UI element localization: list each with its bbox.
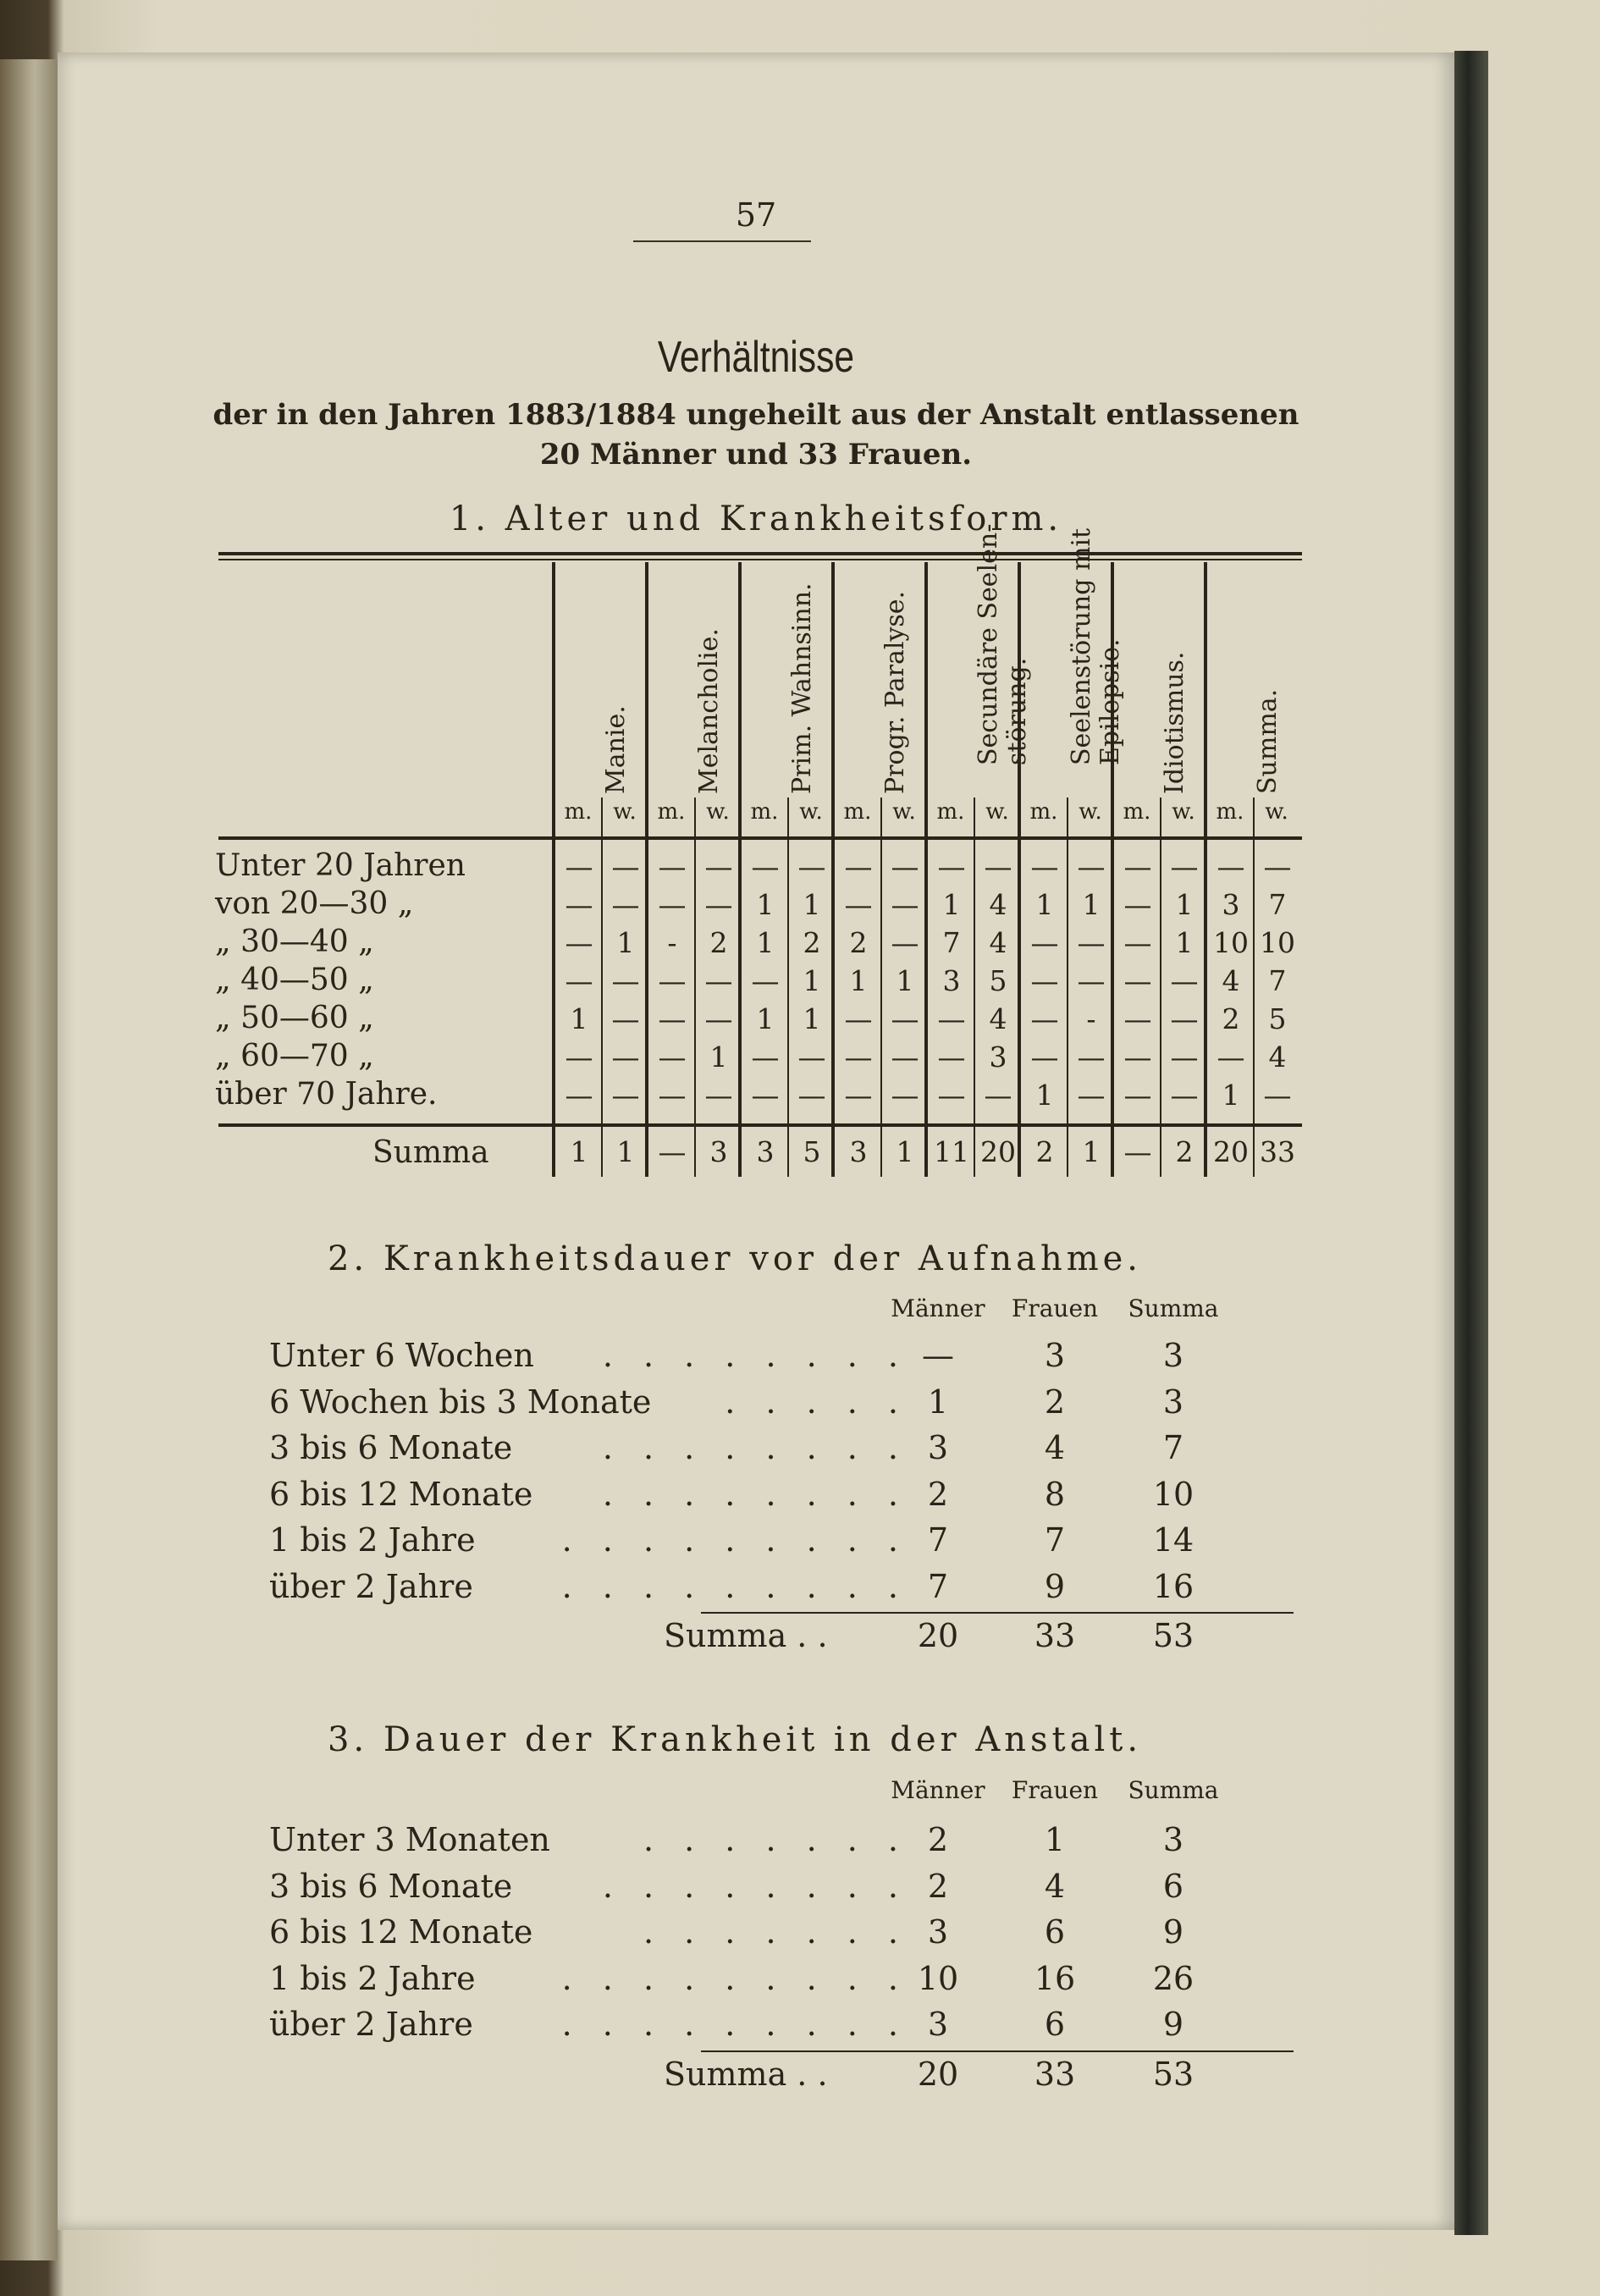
- column-header: [1230, 569, 1283, 823]
- total-cell: 1: [896, 1135, 914, 1168]
- table-cell: —: [658, 1079, 687, 1112]
- total-cell: 33: [1260, 1135, 1295, 1168]
- table-cell: —: [937, 850, 966, 883]
- subtotal-rule: [701, 2050, 1294, 2052]
- row-value: 9: [1162, 1913, 1184, 1951]
- table-cell: —: [1077, 964, 1106, 997]
- total-label: Summa: [372, 1135, 489, 1170]
- column-header: [1044, 527, 1125, 823]
- table-cell: 7: [1268, 964, 1287, 997]
- row-value: 3: [1162, 1337, 1184, 1374]
- subhead-w: w.: [1265, 799, 1288, 825]
- row-leader-dots: . . . . .: [725, 1383, 908, 1421]
- total-value: 20: [917, 1617, 959, 1654]
- table-cell: —: [658, 850, 687, 883]
- subhead-m: m.: [1216, 799, 1244, 825]
- total-cell: —: [1123, 1135, 1152, 1168]
- total-top-rule: [218, 1123, 1302, 1127]
- row-value: 2: [927, 1867, 949, 1905]
- table-cell: —: [891, 1002, 919, 1035]
- table-cell: —: [1030, 850, 1059, 883]
- table-cell: —: [611, 1079, 640, 1112]
- table-cell: —: [658, 1040, 687, 1073]
- table-cell: 1: [570, 1002, 588, 1035]
- table-cell: —: [1077, 1079, 1106, 1112]
- table-cell: —: [984, 850, 1012, 883]
- subhead-w: w.: [1172, 799, 1195, 825]
- table-cell: —: [565, 850, 593, 883]
- table-cell: —: [1170, 964, 1199, 997]
- table-cell: 1: [1175, 926, 1194, 959]
- row-value: 6: [1044, 1913, 1066, 1951]
- table-cell: 10: [1213, 926, 1249, 959]
- table-top-rule: [218, 552, 1302, 555]
- table-cell: —: [797, 850, 826, 883]
- column-header: [951, 523, 1032, 823]
- subtitle-line-1: der in den Jahren 1883/1884 ungeheilt aus der Anstalt entlassenen: [212, 398, 1299, 432]
- list-row: [58, 2006, 1243, 2050]
- table-cell: —: [1263, 850, 1292, 883]
- row-value: 4: [1044, 1429, 1066, 1466]
- list-row: [58, 1868, 1243, 1912]
- column-header-label: Melancholie.: [694, 628, 724, 794]
- table-cell: —: [937, 1040, 966, 1073]
- column-header: Männer: [891, 1294, 985, 1322]
- list-row: [58, 1521, 1243, 1565]
- table-cell: 7: [942, 926, 961, 959]
- table-cell: —: [891, 1079, 919, 1112]
- table-cell: —: [704, 850, 733, 883]
- table-cell: —: [611, 850, 640, 883]
- subhead-m: m.: [564, 799, 593, 825]
- subhead-w: w.: [613, 799, 637, 825]
- list-row: [58, 1476, 1243, 1520]
- column-header-label: Secundäre Seelen- störung.: [974, 523, 1032, 765]
- row-value: 3: [1044, 1337, 1066, 1374]
- table-cell: 10: [1260, 926, 1295, 959]
- table-cell: —: [611, 964, 640, 997]
- column-header-label: Summa.: [1253, 688, 1283, 794]
- column-header-label: Idiotismus.: [1160, 651, 1189, 794]
- subcolumn-divider: [1253, 798, 1255, 1177]
- total-cell: —: [658, 1135, 687, 1168]
- row-leader-dots: . . . . . . . . .: [561, 1959, 908, 1997]
- row-label: Unter 3 Monaten: [269, 1821, 550, 1858]
- table-cell: 3: [942, 964, 961, 997]
- row-value: 9: [1162, 2006, 1184, 2043]
- table-cell: —: [611, 1002, 640, 1035]
- header-bottom-rule: [218, 836, 1302, 840]
- total-value: 33: [1034, 2055, 1076, 2093]
- table-cell: —: [1030, 1002, 1059, 1035]
- subcolumn-divider: [601, 798, 603, 1177]
- row-value: 3: [927, 2006, 949, 2043]
- table-cell: —: [1170, 850, 1199, 883]
- table-cell: 2: [1222, 1002, 1240, 1035]
- total-cell: 3: [756, 1135, 775, 1168]
- table-cell: —: [797, 1040, 826, 1073]
- table-cell: 1: [1222, 1079, 1240, 1112]
- table-cell: 1: [803, 888, 821, 921]
- table-cell: —: [1123, 888, 1152, 921]
- row-label: 6 bis 12 Monate: [269, 1475, 533, 1513]
- row-value: 6: [1044, 2006, 1066, 2043]
- table-cell: —: [1263, 1079, 1292, 1112]
- page-number: 57: [735, 196, 777, 234]
- column-header-label: Manie.: [601, 705, 631, 794]
- table-cell: 3: [1222, 888, 1240, 921]
- row-value: 10: [1152, 1475, 1194, 1513]
- row-value: 3: [1162, 1383, 1184, 1421]
- subhead-w: w.: [892, 799, 916, 825]
- table-cell: —: [844, 888, 873, 921]
- column-header: [671, 569, 724, 823]
- total-cell: 2: [1035, 1135, 1054, 1168]
- table-cell: —: [565, 888, 593, 921]
- total-value: 20: [917, 2055, 959, 2093]
- row-value: 16: [1034, 1959, 1076, 1997]
- table-cell: 4: [1222, 964, 1240, 997]
- list-row: [58, 1568, 1243, 1612]
- table-cell: —: [844, 1002, 873, 1035]
- total-cell: 2: [1175, 1135, 1194, 1168]
- column-header: Summa: [1128, 1776, 1219, 1804]
- row-value: 1: [1044, 1821, 1066, 1858]
- table-cell: 1: [1035, 888, 1054, 921]
- row-value: 7: [1044, 1521, 1066, 1559]
- table-cell: 4: [989, 1002, 1007, 1035]
- column-header-label: Prim. Wahnsinn.: [787, 582, 817, 794]
- table-cell: -: [1086, 1002, 1096, 1035]
- table-cell: 1: [756, 888, 775, 921]
- table-cell: —: [1170, 1040, 1199, 1073]
- subhead-m: m.: [750, 799, 779, 825]
- table-cell: —: [751, 1079, 780, 1112]
- column-header-label: Seelenstörung mit Epilepsie.: [1067, 527, 1125, 765]
- total-cell: 1: [616, 1135, 635, 1168]
- subhead-m: m.: [843, 799, 872, 825]
- row-label: „ 30—40 „: [215, 924, 374, 959]
- total-cell: 20: [1213, 1135, 1249, 1168]
- column-header: [764, 569, 817, 823]
- subhead-w: w.: [799, 799, 823, 825]
- total-value: 53: [1152, 2055, 1194, 2093]
- row-label: von 20—30 „: [215, 886, 414, 921]
- subtotal-rule: [701, 1612, 1294, 1614]
- table-cell: —: [658, 964, 687, 997]
- table-cell: 1: [1035, 1079, 1054, 1112]
- table-cell: —: [1030, 1040, 1059, 1073]
- total-cell: 1: [570, 1135, 588, 1168]
- table-cell: —: [1170, 1079, 1199, 1112]
- table-cell: —: [1217, 1040, 1245, 1073]
- row-value: 2: [927, 1821, 949, 1858]
- table-cell: —: [1030, 964, 1059, 997]
- subcolumn-divider: [974, 798, 975, 1177]
- table-cell: —: [797, 1079, 826, 1112]
- row-value: 3: [1162, 1821, 1184, 1858]
- subhead-m: m.: [1123, 799, 1151, 825]
- row-leader-dots: . . . . . . . .: [602, 1475, 908, 1513]
- table-cell: —: [844, 1079, 873, 1112]
- total-value: 53: [1152, 1617, 1194, 1654]
- table-cell: —: [565, 964, 593, 997]
- table-cell: 1: [803, 964, 821, 997]
- left-page-edge: [0, 59, 58, 2260]
- subhead-m: m.: [936, 799, 965, 825]
- table-cell: -: [667, 926, 677, 959]
- table-cell: 1: [756, 926, 775, 959]
- book-cover-edge: [1454, 51, 1488, 2235]
- row-value: 3: [927, 1913, 949, 1951]
- list-row: [58, 1337, 1243, 1381]
- section-3-heading: 3. Dauer der Krankheit in der Anstalt.: [327, 1720, 1143, 1759]
- row-leader-dots: . . . . . . . . .: [561, 1521, 908, 1559]
- subhead-w: w.: [1079, 799, 1102, 825]
- column-header: [858, 569, 910, 823]
- row-value: 7: [927, 1521, 949, 1559]
- subhead-w: w.: [706, 799, 730, 825]
- subhead-m: m.: [1029, 799, 1058, 825]
- total-value: 33: [1034, 1617, 1076, 1654]
- table-cell: 1: [896, 964, 914, 997]
- row-value: —: [922, 1337, 954, 1374]
- table-cell: —: [984, 1079, 1012, 1112]
- subcolumn-divider: [1067, 798, 1068, 1177]
- table-cell: 1: [1082, 888, 1101, 921]
- table-top-rule-2: [218, 559, 1302, 560]
- table-cell: —: [1123, 850, 1152, 883]
- table-cell: —: [704, 1002, 733, 1035]
- table-cell: —: [891, 850, 919, 883]
- table-cell: —: [658, 1002, 687, 1035]
- table-cell: —: [611, 888, 640, 921]
- column-header: Männer: [891, 1776, 985, 1804]
- row-leader-dots: . . . . . . . .: [602, 1867, 908, 1905]
- row-label: „ 60—70 „: [215, 1039, 374, 1073]
- table-cell: 1: [1175, 888, 1194, 921]
- table-cell: 2: [803, 926, 821, 959]
- row-label: 1 bis 2 Jahre: [269, 1959, 476, 1997]
- column-header: [1137, 569, 1189, 823]
- subcolumn-divider: [1160, 798, 1161, 1177]
- subtitle-line-2: 20 Männer und 33 Frauen.: [539, 438, 973, 472]
- table-cell: 4: [989, 926, 1007, 959]
- table-cell: —: [704, 964, 733, 997]
- row-leader-dots: . . . . . . . .: [602, 1337, 908, 1374]
- row-value: 16: [1152, 1567, 1194, 1605]
- row-label: „ 40—50 „: [215, 963, 374, 997]
- list-row: [58, 1821, 1243, 1865]
- total-cell: 3: [709, 1135, 728, 1168]
- row-value: 1: [927, 1383, 949, 1421]
- table-cell: 4: [1268, 1040, 1287, 1073]
- table-cell: —: [844, 850, 873, 883]
- table-cell: —: [891, 888, 919, 921]
- row-label: 3 bis 6 Monate: [269, 1867, 513, 1905]
- table-cell: 2: [849, 926, 868, 959]
- column-header-label: Progr. Paralyse.: [880, 590, 910, 794]
- table-cell: —: [844, 1040, 873, 1073]
- row-label: 6 Wochen bis 3 Monate: [269, 1383, 652, 1421]
- row-leader-dots: . . . . . . . .: [602, 1429, 908, 1466]
- list-row: [58, 1429, 1243, 1473]
- table-cell: 7: [1268, 888, 1287, 921]
- row-value: 2: [1044, 1383, 1066, 1421]
- table-cell: —: [1077, 1040, 1106, 1073]
- column-header: Frauen: [1011, 1294, 1099, 1322]
- row-value: 14: [1152, 1521, 1194, 1559]
- section-2-heading: 2. Krankheitsdauer vor der Aufnahme.: [327, 1239, 1143, 1278]
- table-cell: —: [891, 926, 919, 959]
- total-cell: 3: [849, 1135, 868, 1168]
- table-cell: —: [565, 926, 593, 959]
- table-cell: 4: [989, 888, 1007, 921]
- table-cell: —: [704, 888, 733, 921]
- row-label: über 70 Jahre.: [215, 1077, 438, 1112]
- row-label: 3 bis 6 Monate: [269, 1429, 513, 1466]
- row-label: 1 bis 2 Jahre: [269, 1521, 476, 1559]
- total-cell: 5: [803, 1135, 821, 1168]
- list-row: [58, 1913, 1243, 1957]
- row-value: 4: [1044, 1867, 1066, 1905]
- row-value: 9: [1044, 1567, 1066, 1605]
- row-value: 7: [927, 1567, 949, 1605]
- row-value: 6: [1162, 1867, 1184, 1905]
- column-header: Summa: [1128, 1294, 1219, 1322]
- subhead-w: w.: [985, 799, 1009, 825]
- table-cell: 1: [709, 1040, 728, 1073]
- row-value: 10: [917, 1959, 959, 1997]
- row-label: Unter 6 Wochen: [269, 1337, 534, 1374]
- table-cell: —: [1030, 926, 1059, 959]
- row-value: 26: [1152, 1959, 1194, 1997]
- table-cell: —: [1170, 1002, 1199, 1035]
- table-cell: —: [1077, 850, 1106, 883]
- list-row: [58, 1383, 1243, 1427]
- row-label: über 2 Jahre: [269, 2006, 473, 2043]
- total-cell: 11: [934, 1135, 969, 1168]
- table-cell: —: [1217, 850, 1245, 883]
- table-cell: 5: [1268, 1002, 1287, 1035]
- table-cell: —: [751, 964, 780, 997]
- table-cell: —: [937, 1079, 966, 1112]
- row-value: 7: [1162, 1429, 1184, 1466]
- subcolumn-divider: [880, 798, 882, 1177]
- table-cell: —: [704, 1079, 733, 1112]
- total-label: Summa . .: [664, 1617, 828, 1654]
- table-cell: —: [658, 888, 687, 921]
- table-cell: —: [1123, 926, 1152, 959]
- table-cell: —: [1123, 1002, 1152, 1035]
- table-cell: 1: [803, 1002, 821, 1035]
- column-header: [578, 569, 631, 823]
- row-leader-dots: . . . . . . . . .: [561, 1567, 908, 1605]
- table-cell: 1: [942, 888, 961, 921]
- row-leader-dots: . . . . . . .: [643, 1821, 908, 1858]
- age-disease-table: [215, 523, 1302, 1178]
- row-label: „ 50—60 „: [215, 1001, 374, 1035]
- table-cell: —: [937, 1002, 966, 1035]
- row-value: 3: [927, 1429, 949, 1466]
- list-row: [58, 1960, 1243, 2004]
- table-cell: 1: [756, 1002, 775, 1035]
- table-cell: —: [751, 850, 780, 883]
- table-cell: 2: [709, 926, 728, 959]
- table-cell: 1: [616, 926, 635, 959]
- column-divider: [552, 562, 555, 1177]
- book-page: [58, 52, 1454, 2230]
- subcolumn-divider: [787, 798, 789, 1177]
- column-header: Frauen: [1011, 1776, 1099, 1804]
- table-cell: —: [891, 1040, 919, 1073]
- total-label: Summa . .: [664, 2055, 828, 2093]
- table-cell: —: [565, 1079, 593, 1112]
- table-cell: —: [611, 1040, 640, 1073]
- table-cell: 1: [849, 964, 868, 997]
- row-value: 8: [1044, 1475, 1066, 1513]
- page-title: Verhältnisse: [657, 333, 855, 382]
- row-leader-dots: . . . . . . .: [643, 1913, 908, 1951]
- subcolumn-divider: [694, 798, 696, 1177]
- table-cell: 3: [989, 1040, 1007, 1073]
- row-leader-dots: . . . . . . . . .: [561, 2006, 908, 2043]
- row-value: 2: [927, 1475, 949, 1513]
- table-cell: —: [565, 1040, 593, 1073]
- table-cell: —: [1077, 926, 1106, 959]
- subhead-m: m.: [657, 799, 686, 825]
- table-cell: —: [1123, 1040, 1152, 1073]
- total-cell: 20: [980, 1135, 1016, 1168]
- table-cell: —: [751, 1040, 780, 1073]
- row-label: über 2 Jahre: [269, 1567, 473, 1605]
- table-cell: —: [1123, 1079, 1152, 1112]
- total-cell: 1: [1082, 1135, 1101, 1168]
- table-cell: —: [1123, 964, 1152, 997]
- row-label: Unter 20 Jahren: [215, 848, 466, 883]
- section-1-heading: 1. Alter und Krankheitsform.: [449, 499, 1063, 538]
- table-cell: 5: [989, 964, 1007, 997]
- row-label: 6 bis 12 Monate: [269, 1913, 533, 1951]
- page-number-rule: [633, 240, 811, 242]
